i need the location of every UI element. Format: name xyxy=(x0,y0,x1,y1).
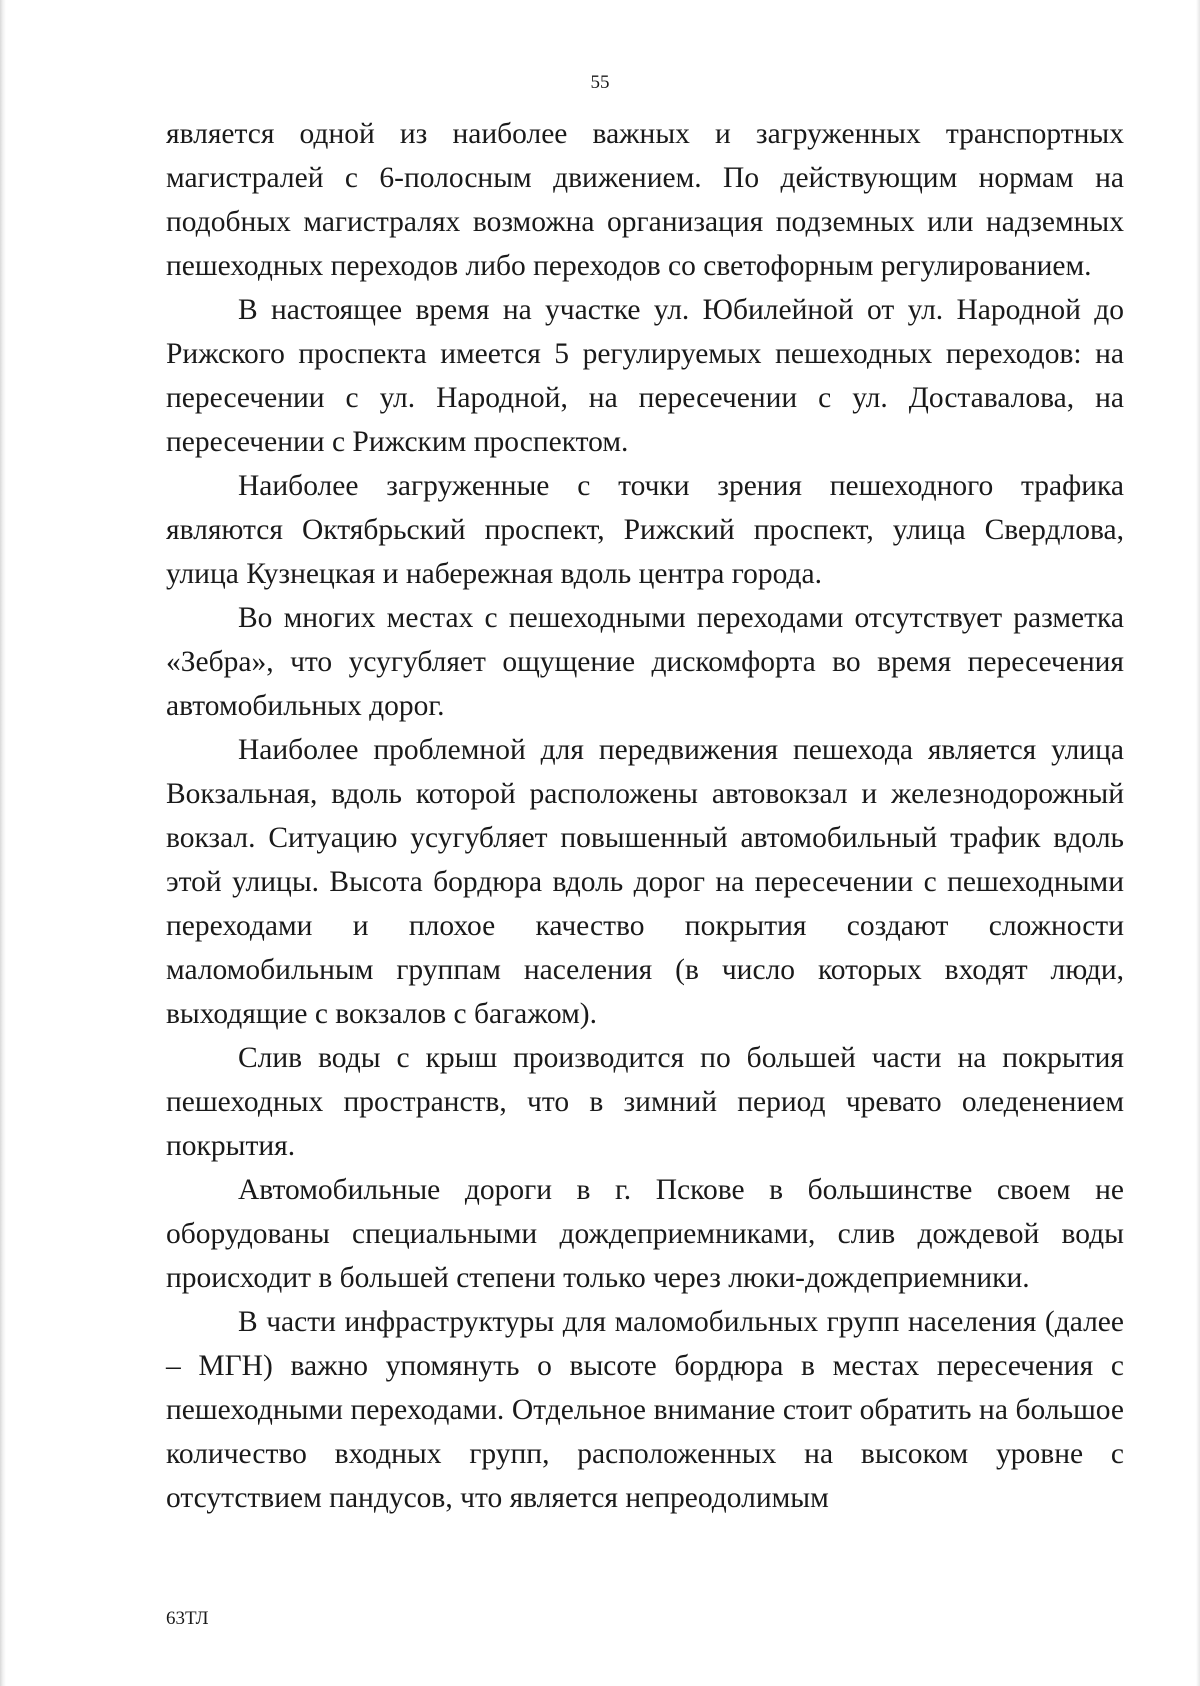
page-number: 55 xyxy=(590,72,610,93)
paragraph-crossings-count: В настоящее время на участке ул. Юбилейной от ул. Народной до Рижского проспекта имеется 5 регулируемых пешеходных переходов: на пересечении с ул. Народной, на пересечении с ул. Доставалова, на пересечении с Рижским проспектом. xyxy=(166,294,1124,458)
paragraph-mgn-infrastructure: В части инфраструктуры для маломобильных групп населения (далее – МГН) важно упомянуть о высоте бордюра в местах пересечения с пешеходными переходами. Отдельное внимание стоит обратить на большое количество входных групп, расположенных на высоком уровне с отсутствием пандусов, что является непреодолимым xyxy=(166,1306,1124,1514)
footer-document-code: 63ТЛ xyxy=(166,1608,209,1629)
paragraph-busy-streets: Наиболее загруженные с точки зрения пешеходного трафика являются Октябрьский проспект, Рижский проспект, улица Свердлова, улица Кузнецкая и набережная вдоль центра города. xyxy=(166,470,1124,590)
scan-edge-right xyxy=(1196,0,1200,1686)
scan-edge-left xyxy=(0,0,6,1686)
paragraph-roof-drainage: Слив воды с крыш производится по большей части на покрытия пешеходных пространств, что в зимний период чревато оледенением покрытия. xyxy=(166,1042,1124,1162)
paragraph-vokzalnaya-street: Наиболее проблемной для передвижения пешехода является улица Вокзальная, вдоль которой расположены автовокзал и железнодорожный вокзал. Ситуацию усугубляет повышенный автомобильный трафик вдоль этой улицы. Высота бордюра вдоль дорог на пересечении с пешеходными переходами и плохое качество покрытия создают сложности маломобильным группам населения (в число которых входят люди, выходящие с вокзалов с багажом). xyxy=(166,734,1124,1030)
paragraph-zebra-marking: Во многих местах с пешеходными переходами отсутствует разметка «Зебра», что усугубляет ощущение дискомфорта во время пересечения автомобильных дорог. xyxy=(166,602,1124,722)
body-text xyxy=(166,112,1124,1520)
paragraph-continued: является одной из наиболее важных и загруженных транспортных магистралей с 6-полосным движением. По действующим нормам на подобных магистралях возможна организация подземных или надземных пешеходных переходов либо переходов со светофорным регулированием. xyxy=(166,118,1124,282)
paragraph-storm-drains: Автомобильные дороги в г. Пскове в большинстве своем не оборудованы специальными дождеприемниками, слив дождевой воды происходит в большей степени только через люки-дождеприемники. xyxy=(166,1174,1124,1294)
